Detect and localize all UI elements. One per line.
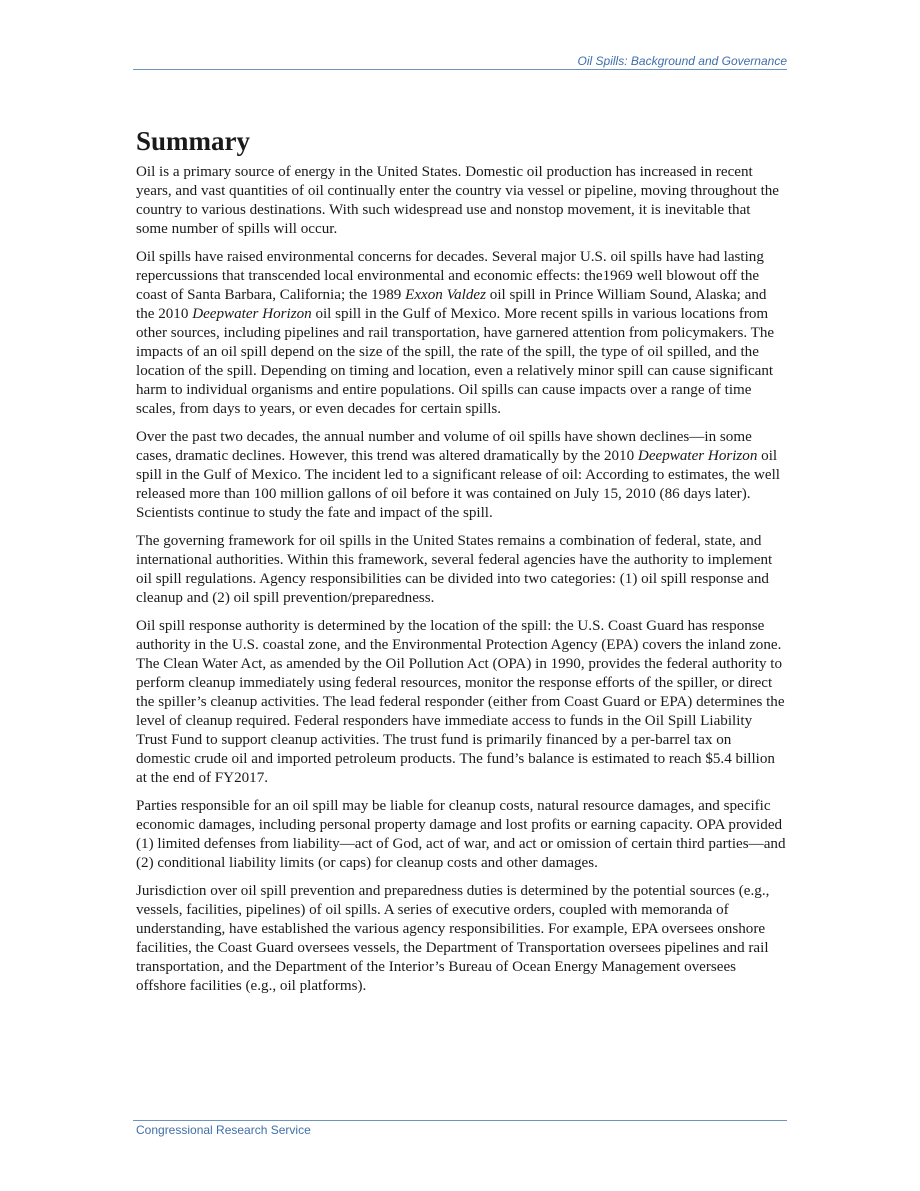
paragraph-6: Parties responsible for an oil spill may be liable for cleanup costs, natural resource damages, and specific economic damages, including personal property damage and lost profits or earning capacity. OPA provided (1) limited defenses from liability—act of God, act of war, and act or omission of certain third parties—and (2) conditional liability limits (or caps) for cleanup costs and other damages. [136,798,786,871]
paragraph-2 [136,248,786,419]
paragraph-2-part-2: oil spill in Prince William Sound, Alaska; and the 2010 [136,287,767,322]
paragraph-3 [136,428,786,523]
paragraph-3-part-2: oil spill in the Gulf of Mexico. The incident led to a significant release of oil: According to estimates, the well released more than 100 million gallons of oil before it was contained on July 15, 2010 (86 days later). Scientists continue to study the fate and impact of the spill. [136,448,780,521]
paragraph-7: Jurisdiction over oil spill prevention and preparedness duties is determined by the potential sources (e.g., vessels, facilities, pipelines) of oil spills. A series of executive orders, coupled with memoranda of understanding, have established the various agency responsibilities. For example, EPA oversees onshore facilities, the Coast Guard oversees vessels, the Department of Transportation oversees pipelines and rail transportation, and the Department of the Interior’s Bureau of Ocean Energy Management oversees offshore facilities (e.g., oil platforms). [136,883,770,994]
paragraph-2-italic-deepwater-horizon: Deepwater Horizon [192,306,312,322]
footer-rule [133,1120,787,1121]
paragraph-1: Oil is a primary source of energy in the United States. Domestic oil production has increased in recent years, and vast quantities of oil continually enter the country via vessel or pipeline, moving throughout the country to various destinations. With such widespread use and nonstop movement, it is inevitable that some number of spills will occur. [136,164,780,237]
paragraph-2-part-3: oil spill in the Gulf of Mexico. More recent spills in various locations from other sources, including pipelines and rail transportation, have garnered attention from policymakers. The impacts of an oil spill depend on the size of the spill, the rate of the spill, the type of oil spilled, and the location of the spill. Depending on timing and location, even a relatively minor spill can cause significant harm to individual organisms and entire populations. Oil spills can cause impacts over a range of time scales, from days to years, or even decades for certain spills. [136,306,775,417]
header-rule [133,69,787,70]
paragraph-4: The governing framework for oil spills in the United States remains a combination of federal, state, and international authorities. Within this framework, several federal agencies have the authority to implement oil spill regulations. Agency responsibilities can be divided into two categories: (1) oil spill response and cleanup and (2) oil spill prevention/preparedness. [136,533,773,606]
paragraph-3-part-1: Over the past two decades, the annual number and volume of oil spills have shown declines—in some cases, dramatic declines. However, this trend was altered dramatically by the 2010 [136,429,752,464]
paragraph-2-italic-exxon-valdez: Exxon Valdez [405,287,486,303]
summary-section [136,124,786,1005]
paragraph-3-italic-deepwater-horizon: Deepwater Horizon [637,448,758,464]
running-header-title: Oil Spills: Background and Governance [577,54,787,68]
section-heading: Summary [136,126,250,156]
paragraph-2-part-1: Oil spills have raised environmental concerns for decades. Several major U.S. oil spills have had lasting repercussions that transcended local environmental and economic effects: the1969 well blowout off the coast of Santa Barbara, California; the 1989 [136,249,764,303]
paragraph-5: Oil spill response authority is determined by the location of the spill: the U.S. Coast Guard has response authority in the U.S. coastal zone, and the Environmental Protection Agency (EPA) covers the inland zone. The Clean Water Act, as amended by the Oil Pollution Act (OPA) in 1990, provides the federal authority to perform cleanup immediately using federal resources, monitor the response efforts of the spiller, or direct the spiller’s cleanup activities. The lead federal responder (either from Coast Guard or EPA) determines the level of cleanup required. Federal responders have immediate access to funds in the Oil Spill Liability Trust Fund to support cleanup activities. The trust fund is primarily financed by a per-barrel tax on domestic crude oil and imported petroleum products. The fund’s balance is estimated to reach $5.4 billion at the end of FY2017. [136,618,785,786]
footer-organization: Congressional Research Service [136,1123,311,1137]
